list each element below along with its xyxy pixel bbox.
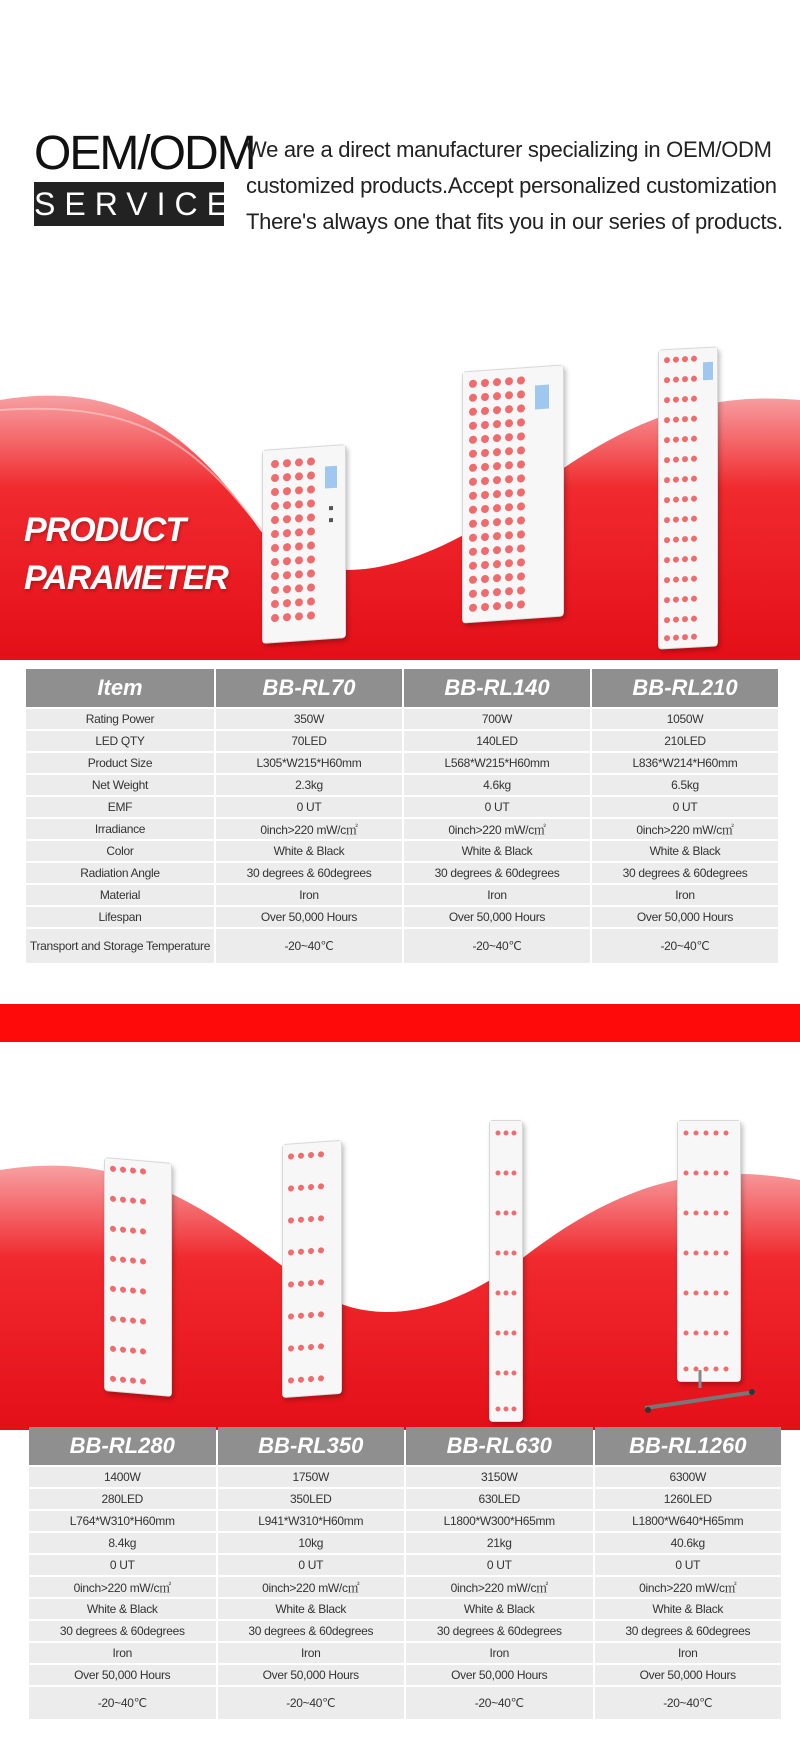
table-row [29,1489,781,1509]
table-cell: 4.6kg [404,775,590,795]
table-row [29,1599,781,1619]
table-cell: 6.5kg [592,775,778,795]
table-cell: 0inch>220 mW/c㎡ [595,1577,782,1597]
table-cell: L836*W214*H60mm [592,753,778,773]
red-divider [0,1004,800,1042]
table-cell: L764*W310*H60mm [29,1511,216,1531]
row-label: Rating Power [26,709,214,729]
table-cell: 0 UT [406,1555,593,1575]
table-row [26,709,778,729]
table-cell: -20~40℃ [29,1687,216,1719]
table-header: BB-RL210 [592,669,778,707]
table-cell: 0inch>220 mW/c㎡ [216,819,402,839]
table-cell: 0inch>220 mW/c㎡ [406,1577,593,1597]
table-cell: 630LED [406,1489,593,1509]
table-cell: Over 50,000 Hours [404,907,590,927]
table-cell: -20~40℃ [406,1687,593,1719]
table-cell: White & Black [216,841,402,861]
table-cell: Iron [406,1643,593,1663]
heading-line: PRODUCT [24,511,186,549]
table-cell: 21kg [406,1533,593,1553]
table-row [29,1643,781,1663]
table-row [29,1467,781,1487]
table-cell: 1750W [218,1467,405,1487]
table-cell: 0inch>220 mW/c㎡ [404,819,590,839]
table-cell: 0 UT [29,1555,216,1575]
led-grid [678,1121,740,1381]
led-grid [283,1141,341,1397]
table-cell: 30 degrees & 60degrees [595,1621,782,1641]
heading-line: PARAMETER [24,559,228,597]
table-row [29,1665,781,1685]
table-row [26,819,778,839]
product-image-bb-rl70 [262,444,346,644]
table-cell: 0inch>220 mW/c㎡ [218,1577,405,1597]
table-header: BB-RL140 [404,669,590,707]
table-header: BB-RL280 [29,1427,216,1465]
table-cell: White & Black [29,1599,216,1619]
table-cell: White & Black [218,1599,405,1619]
table-cell: 30 degrees & 60degrees [29,1621,216,1641]
product-image-bb-rl630 [489,1120,523,1422]
table-cell: L941*W310*H60mm [218,1511,405,1531]
table-cell: 3150W [406,1467,593,1487]
spec-table-2 [27,1425,783,1721]
table-cell: Over 50,000 Hours [216,907,402,927]
stand-base [640,1370,760,1414]
table-cell: 30 degrees & 60degrees [592,863,778,883]
table-cell: 70LED [216,731,402,751]
product-image-bb-rl140 [462,364,564,623]
table-cell: Iron [595,1643,782,1663]
table-cell: Iron [29,1643,216,1663]
table-cell: 0inch>220 mW/c㎡ [592,819,778,839]
table-header: BB-RL630 [406,1427,593,1465]
oem-logo [34,127,255,226]
table-row [26,907,778,927]
oem-description [246,132,783,240]
row-label: Lifespan [26,907,214,927]
table-cell: White & Black [406,1599,593,1619]
table-header: BB-RL1260 [595,1427,782,1465]
table-row [26,863,778,883]
table-row [29,1577,781,1597]
table-cell: 210LED [592,731,778,751]
row-label: Radiation Angle [26,863,214,883]
product-parameter-heading [24,506,228,602]
table-header: Item [26,669,214,707]
table-cell: 140LED [404,731,590,751]
table-header: BB-RL70 [216,669,402,707]
table-cell: -20~40℃ [218,1687,405,1719]
oem-service-label: SERVICE [34,182,224,226]
table-cell: -20~40℃ [216,929,402,963]
table-cell: 0 UT [592,797,778,817]
row-label: Material [26,885,214,905]
table-cell: 30 degrees & 60degrees [406,1621,593,1641]
product-image-bb-rl350 [282,1140,342,1398]
table-cell: 6300W [595,1467,782,1487]
table-cell: 2.3kg [216,775,402,795]
table-row [29,1687,781,1719]
table-cell: 350LED [218,1489,405,1509]
table-row [26,797,778,817]
table-row [29,1533,781,1553]
table-cell: -20~40℃ [404,929,590,963]
table-cell: 30 degrees & 60degrees [218,1621,405,1641]
table-cell: White & Black [592,841,778,861]
oem-line: We are a direct manufacturer specializing in OEM/ODM [246,137,772,162]
table-cell: 1400W [29,1467,216,1487]
table-cell: 700W [404,709,590,729]
table-cell: Over 50,000 Hours [218,1665,405,1685]
product-image-bb-rl210 [658,346,718,649]
table-cell: Iron [404,885,590,905]
table-cell: Iron [592,885,778,905]
table-cell: Over 50,000 Hours [595,1665,782,1685]
table-cell: 1050W [592,709,778,729]
row-label: Irradiance [26,819,214,839]
table-cell: -20~40℃ [595,1687,782,1719]
table-cell: 8.4kg [29,1533,216,1553]
table-cell: 10kg [218,1533,405,1553]
row-label: Net Weight [26,775,214,795]
table-cell: 0 UT [404,797,590,817]
table-cell: 280LED [29,1489,216,1509]
table-cell: 350W [216,709,402,729]
product-image-bb-rl280 [104,1157,172,1397]
table-row [26,775,778,795]
row-label: Product Size [26,753,214,773]
oem-line: There's always one that fits you in our series of products. [246,209,783,234]
table-cell: -20~40℃ [592,929,778,963]
table-cell: 30 degrees & 60degrees [404,863,590,883]
table-row [26,885,778,905]
table-cell: 40.6kg [595,1533,782,1553]
row-label: Transport and Storage Temperature [26,929,214,963]
table-row [29,1621,781,1641]
table-cell: 0 UT [218,1555,405,1575]
table-header: BB-RL350 [218,1427,405,1465]
table-cell: White & Black [595,1599,782,1619]
row-label: LED QTY [26,731,214,751]
table-row [26,731,778,751]
table-row [26,929,778,963]
table-cell: Iron [218,1643,405,1663]
table-row [29,1511,781,1531]
led-grid [263,445,345,643]
table-cell: Iron [216,885,402,905]
table-cell: Over 50,000 Hours [406,1665,593,1685]
table-cell: Over 50,000 Hours [29,1665,216,1685]
table-cell: 0inch>220 mW/c㎡ [29,1577,216,1597]
table-cell: L568*W215*H60mm [404,753,590,773]
led-grid [463,366,563,623]
led-grid [105,1158,171,1396]
table-cell: 30 degrees & 60degrees [216,863,402,883]
led-grid [659,347,717,648]
table-cell: 0 UT [595,1555,782,1575]
table-cell: L1800*W640*H65mm [595,1511,782,1531]
table-header-row [26,669,778,707]
table-cell: L1800*W300*H65mm [406,1511,593,1531]
led-grid [490,1121,522,1421]
product-image-bb-rl1260 [677,1120,741,1382]
table-cell: Over 50,000 Hours [592,907,778,927]
table-row [26,753,778,773]
table-cell: L305*W215*H60mm [216,753,402,773]
oem-line: customized products.Accept personalized customization [246,173,777,198]
table-cell: White & Black [404,841,590,861]
table-cell: 1260LED [595,1489,782,1509]
row-label: Color [26,841,214,861]
oem-title: OEM/ODM [34,127,255,180]
row-label: EMF [26,797,214,817]
table-header-row [29,1427,781,1465]
table-row [26,841,778,861]
spec-table-1 [24,667,780,965]
table-row [29,1555,781,1575]
table-cell: 0 UT [216,797,402,817]
